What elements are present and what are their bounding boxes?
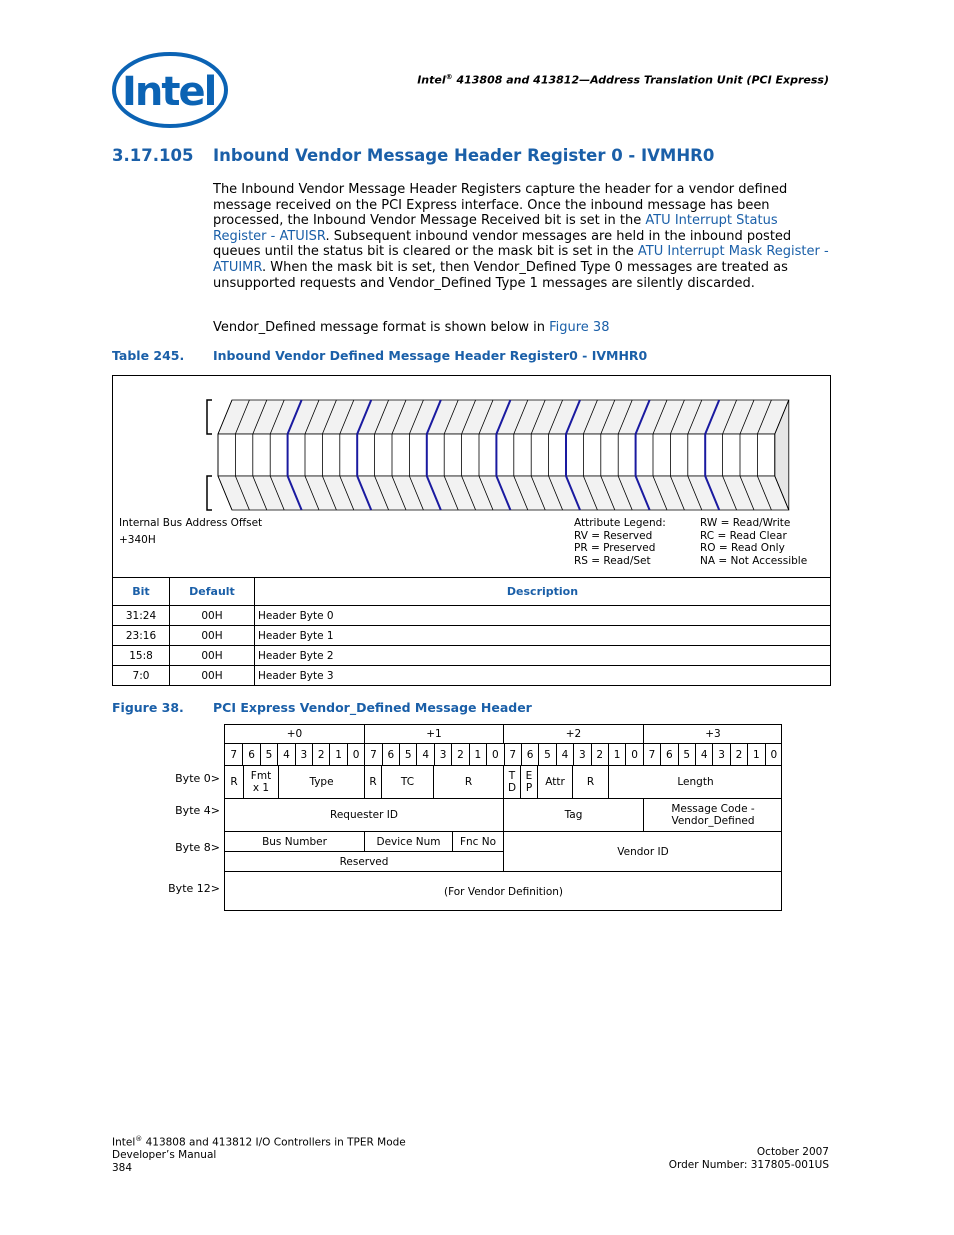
row-label-byte4: Byte 4> bbox=[175, 804, 220, 817]
byte0-td: T D bbox=[503, 765, 520, 798]
format-paragraph: Vendor_Defined message format is shown below in Figure 38 bbox=[213, 320, 610, 335]
offset-2: +2 bbox=[503, 725, 643, 743]
section-number: 3.17.105 bbox=[112, 146, 194, 165]
table-caption: Table 245. Inbound Vendor Defined Message Header Register0 - IVMHR0 bbox=[112, 348, 648, 363]
bit-number: 7 bbox=[364, 743, 381, 765]
table-row: 31:24 00H Header Byte 0 bbox=[113, 606, 831, 626]
logo-text: Intel bbox=[122, 69, 216, 115]
atuisr-link[interactable]: ATU Interrupt Status Register - ATUISR bbox=[213, 213, 778, 244]
bit-number: 2 bbox=[591, 743, 608, 765]
byte0-r3: R bbox=[433, 765, 503, 798]
message-header-grid bbox=[224, 724, 782, 911]
offset-value: +340H bbox=[119, 534, 156, 546]
bit-number: 6 bbox=[382, 743, 399, 765]
byte0-r4: R bbox=[572, 765, 608, 798]
bit-number: 5 bbox=[260, 743, 277, 765]
bit-number: 1 bbox=[747, 743, 764, 765]
bit-number: 6 bbox=[521, 743, 538, 765]
byte0-r1: R bbox=[225, 765, 243, 798]
bit-number: 0 bbox=[765, 743, 782, 765]
bit-number: 4 bbox=[695, 743, 712, 765]
intro-paragraph: The Inbound Vendor Message Header Registers capture the header for a vendor defined message received on the PCI Express interface. Once the inbound message has been processed, the Inbound Vendor Message Received bit is set in the ATU Interrupt Status Register - ATUISR. Subsequent inbound vendor messages are held in the inbound posted queues until the status bit is cleared or the mask bit is set in the ATU Interrupt Mask Register - ATUIMR. When the mask bit is set, then Vendor_Defined Type 0 messages are treated as unsupported requests and Vendor_Defined Type 1 messages are silently discarded. bbox=[213, 182, 829, 291]
row-label-byte0: Byte 0> bbox=[175, 772, 220, 785]
bit-number: 5 bbox=[678, 743, 695, 765]
byte8-bus-number: Bus Number bbox=[225, 831, 364, 851]
byte0-type: Type bbox=[278, 765, 364, 798]
bit-number: 1 bbox=[469, 743, 486, 765]
bit-number: 7 bbox=[225, 743, 242, 765]
table-row: 7:0 00H Header Byte 3 bbox=[113, 666, 831, 686]
bit-number: 4 bbox=[556, 743, 573, 765]
offset-1: +1 bbox=[364, 725, 503, 743]
bit-number: 3 bbox=[573, 743, 590, 765]
byte8-device-num: Device Num bbox=[364, 831, 452, 851]
bit-number: 3 bbox=[295, 743, 312, 765]
bit-number: 0 bbox=[486, 743, 503, 765]
footer-left: Intel® 413808 and 413812 I/O Controllers in TPER Mode Developer’s Manual 384 bbox=[112, 1135, 406, 1174]
byte0-tc: TC bbox=[381, 765, 433, 798]
col-bit: Bit bbox=[113, 578, 170, 606]
section-title: Inbound Vendor Message Header Register 0 - IVMHR0 bbox=[213, 146, 715, 165]
bit-number: 1 bbox=[329, 743, 346, 765]
running-header: Intel® 413808 and 413812—Address Translation Unit (PCI Express) bbox=[417, 73, 829, 87]
byte8-vendor-id: Vendor ID bbox=[503, 831, 782, 871]
section-heading bbox=[112, 146, 714, 165]
offset-3: +3 bbox=[643, 725, 782, 743]
register-box bbox=[112, 375, 831, 686]
table-row: 23:16 00H Header Byte 1 bbox=[113, 626, 831, 646]
figure-caption: Figure 38. PCI Express Vendor_Defined Message Header bbox=[112, 700, 532, 715]
legend-col1: Attribute Legend: RV = Reserved PR = Preserved RS = Read/Set bbox=[574, 517, 666, 567]
byte12-vendor-definition: (For Vendor Definition) bbox=[225, 871, 782, 911]
col-default: Default bbox=[170, 578, 255, 606]
bit-number: 6 bbox=[242, 743, 259, 765]
byte0-length: Length bbox=[608, 765, 782, 798]
col-description: Description bbox=[255, 578, 831, 606]
bit-number: 7 bbox=[643, 743, 660, 765]
bit-number: 0 bbox=[347, 743, 364, 765]
register-table bbox=[112, 577, 831, 686]
byte0-fmt: Fmt x 1 bbox=[243, 765, 278, 798]
offset-0: +0 bbox=[286, 728, 303, 740]
byte4-message-code: Message Code - Vendor_Defined bbox=[643, 798, 782, 831]
legend-col2: RW = Read/Write RC = Read Clear RO = Read Only NA = Not Accessible bbox=[700, 517, 808, 567]
bit-number: 3 bbox=[434, 743, 451, 765]
bit-number: 0 bbox=[625, 743, 642, 765]
bit-number: 2 bbox=[312, 743, 329, 765]
byte0-ep: E P bbox=[520, 765, 537, 798]
byte0-attr: Attr bbox=[537, 765, 572, 798]
bit-number: 3 bbox=[712, 743, 729, 765]
figure38-link[interactable]: Figure 38 bbox=[549, 320, 610, 335]
intel-logo bbox=[108, 50, 228, 130]
byte8-reserved: Reserved bbox=[225, 851, 503, 871]
byte4-tag: Tag bbox=[503, 798, 643, 831]
offset-label: Internal Bus Address Offset bbox=[119, 517, 263, 529]
atuimr-link[interactable]: ATU Interrupt Mask Register - ATUIMR bbox=[213, 244, 829, 275]
bit-number: 2 bbox=[730, 743, 747, 765]
bit-number: 5 bbox=[399, 743, 416, 765]
bit-number: 7 bbox=[504, 743, 521, 765]
byte4-requester-id: Requester ID bbox=[225, 798, 503, 831]
bit-number: 4 bbox=[277, 743, 294, 765]
bit-number: 2 bbox=[451, 743, 468, 765]
page-number: 384 bbox=[112, 1161, 133, 1174]
bit-number: 5 bbox=[538, 743, 555, 765]
bit-number: 6 bbox=[660, 743, 677, 765]
bit-number: 4 bbox=[416, 743, 433, 765]
bit-number: 1 bbox=[608, 743, 625, 765]
row-label-byte12: Byte 12> bbox=[168, 882, 220, 895]
byte8-fnc-no: Fnc No bbox=[452, 831, 503, 851]
byte0-r2: R bbox=[364, 765, 381, 798]
table-row: 15:8 00H Header Byte 2 bbox=[113, 646, 831, 666]
row-label-byte8: Byte 8> bbox=[175, 841, 220, 854]
footer-right: October 2007 Order Number: 317805-001US bbox=[668, 1146, 829, 1171]
